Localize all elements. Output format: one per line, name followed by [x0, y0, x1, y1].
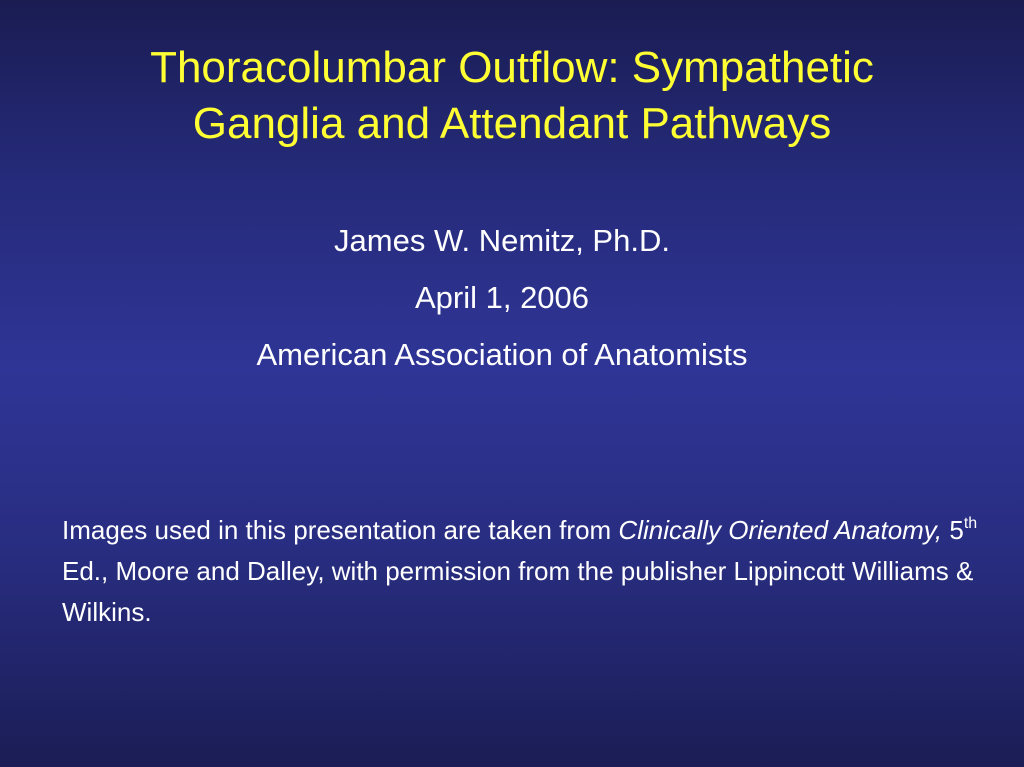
- credits-rest: Ed., Moore and Dalley, with permission from the publisher Lippincott Williams & Wilkins.: [62, 556, 974, 627]
- slide-subtitle: [0, 212, 1004, 383]
- edition-suffix: th: [963, 515, 978, 532]
- slide-title: [0, 40, 1024, 152]
- credits-prefix: Images used in this presentation are taken from: [62, 515, 619, 545]
- edition-number: 5: [949, 515, 964, 545]
- image-credits: [62, 510, 992, 633]
- presentation-date: April 1, 2006: [414, 280, 590, 315]
- author-name: James W. Nemitz, Ph.D.: [334, 223, 670, 258]
- organization-name: American Association of Anatomists: [256, 337, 748, 372]
- book-title: Clinically Oriented Anatomy,: [618, 515, 943, 545]
- slide-title-line-1: Thoracolumbar Outflow: Sympathetic: [150, 43, 874, 92]
- slide-title-line-2: Ganglia and Attendant Pathways: [192, 99, 832, 148]
